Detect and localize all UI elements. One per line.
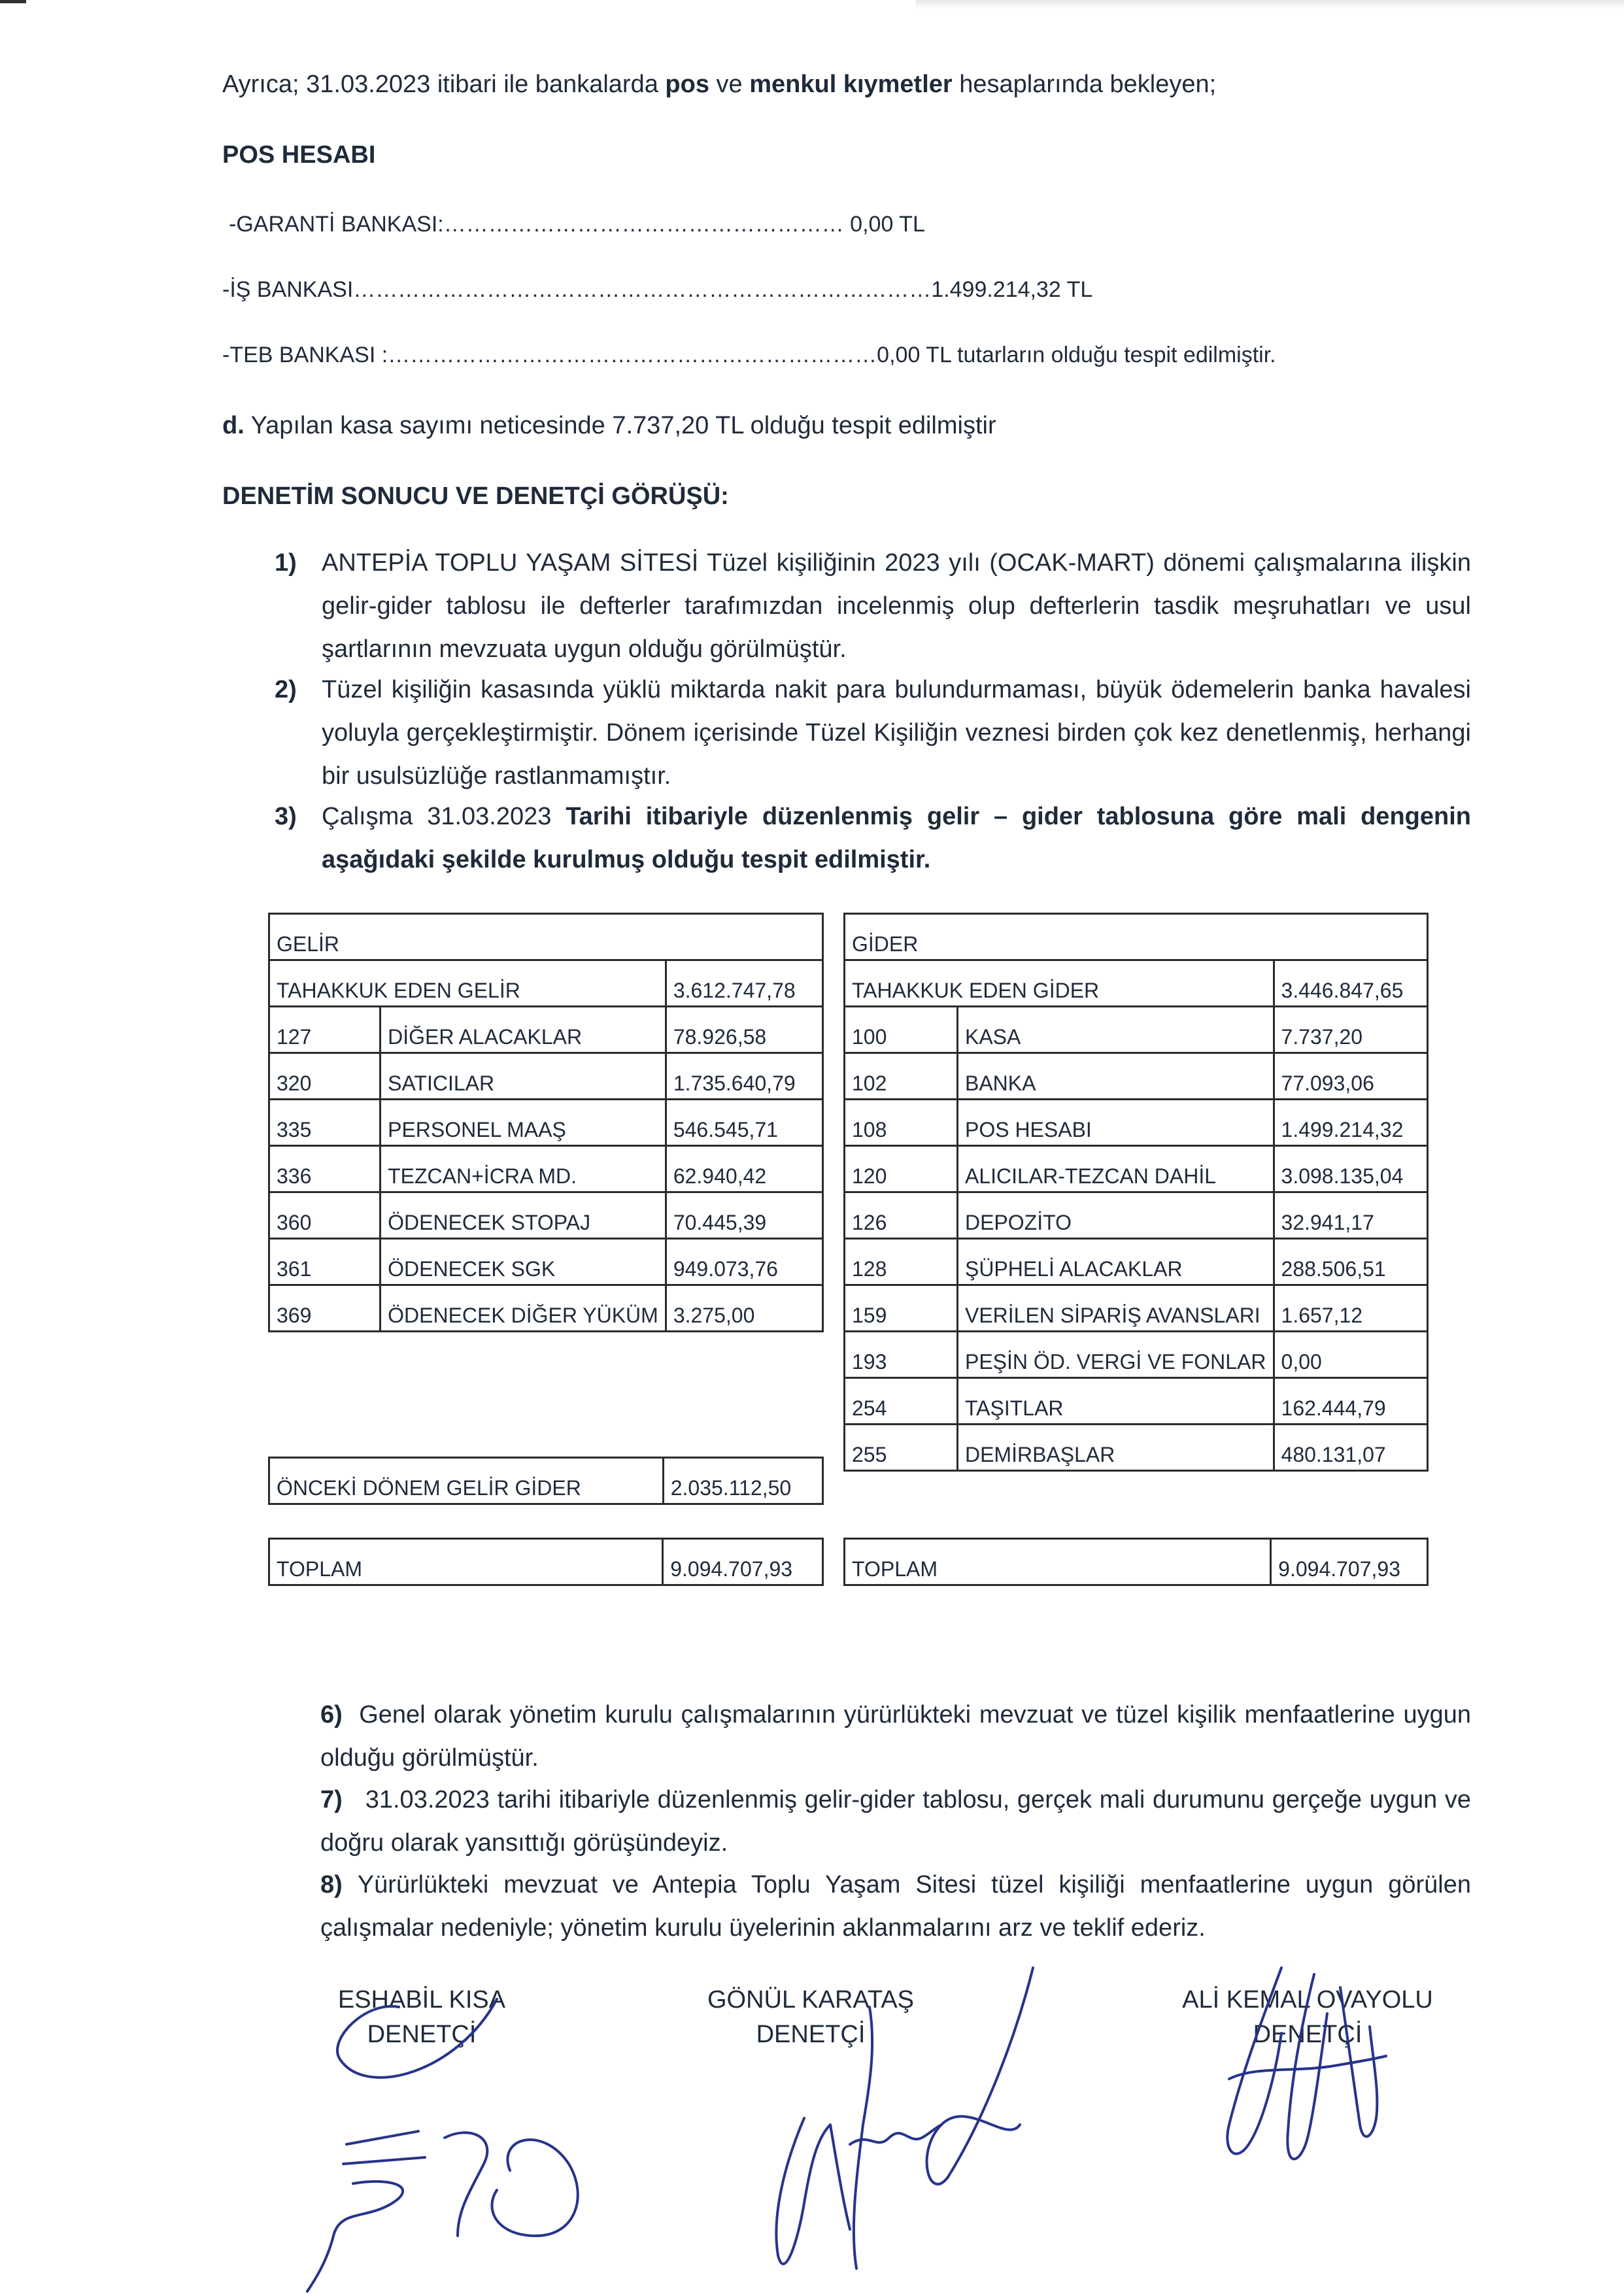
gelir-header-row [269,914,823,960]
gider-sum-table [843,1538,1429,1586]
row-name: DİĞER ALACAKLAR [381,1007,666,1053]
gelir-total-label: TAHAKKUK EDEN GELİR [269,960,666,1007]
kasa-line [222,412,996,440]
row-name: SATICILAR [381,1053,666,1100]
table-row [269,1239,823,1285]
scan-mark [0,0,26,3]
signature-2-stroke [854,2007,872,2269]
row-name: ŞÜPHELİ ALACAKLAR [957,1239,1274,1285]
signature-1-stroke [307,2131,425,2291]
table-row [845,1239,1428,1285]
item-text: ANTEPİA TOPLU YAŞAM SİTESİ Tüzel kişiliğinin 2023 yılı (OCAK-MART) dönemi çalışmalarına ilişkin gelir-gider tablosu ile defterler tarafımızdan incelenmiş olup defterlerin tasdik meşruhatları ve usul şartlarının mevzuata uygun olduğu görülmüştür. [322,549,1471,663]
gider-sum-label: TOPLAM [845,1539,1271,1585]
row-value: 7.737,20 [1274,1007,1427,1053]
row-name: VERİLEN SİPARİŞ AVANSLARI [957,1285,1274,1332]
scan-edge [915,0,1624,9]
gelir-previous-row [269,1458,823,1504]
table-row [845,1285,1428,1332]
gelir-table [268,913,824,1332]
section-heading: DENETİM SONUCU VE DENETÇİ GÖRÜŞÜ: [222,482,729,510]
signature-3-stroke [1227,1968,1281,2153]
item-2 [275,668,1471,798]
table-row [269,1053,823,1100]
table-row [845,1425,1428,1471]
gelir-sum-table [268,1538,824,1586]
gelir-sum-label: TOPLAM [269,1539,663,1585]
row-code: 193 [845,1332,958,1378]
gider-table [843,913,1429,1472]
row-name: DEPOZİTO [957,1192,1274,1239]
row-code: 108 [845,1100,958,1146]
item-number: 1) [275,549,297,577]
intro-pre: Ayrıca; 31.03.2023 itibari ile bankalarda [222,71,666,98]
intro-post: hesaplarında bekleyen; [952,71,1217,98]
item-number: 6) [320,1701,343,1729]
previous-label: ÖNCEKİ DÖNEM GELİR GİDER [269,1458,664,1504]
signer-name: ALİ KEMAL OVAYOLU [1182,1986,1433,2014]
table-row [845,1146,1428,1192]
intro-bold-menkul: menkul kıymetler [749,71,953,98]
teb-line: -TEB BANKASI :…………………………………………………………0,00 TL tutarların olduğu tespit edilmiştir. [222,343,1276,367]
signature-1-stroke [445,2133,487,2236]
row-name: TEZCAN+İCRA MD. [381,1146,666,1192]
row-name: BANKA [957,1053,1274,1100]
gelir-total-row [269,960,823,1007]
table-row [845,1192,1428,1239]
table-row [845,1100,1428,1146]
item-3-bold: Tarihi itibariyle düzenlenmiş gelir – gider tablosuna göre mali dengenin aşağıdaki şekilde kurulmuş olduğu tespit edilmiştir. [322,803,1471,873]
item-text: Genel olarak yönetim kurulu çalışmalarının yürürlükteki mevzuat ve tüzel kişilik menfaatlerine uygun olduğu görülmüştür. [320,1701,1471,1772]
item-text: Yürürlükteki mevzuat ve Antepia Toplu Yaşam Sitesi tüzel kişiliği menfaatlerine uygun görülen çalışmalar nedeniyle; yönetim kurulu üyelerinin aklanmalarını arz ve teklif ederiz. [320,1871,1471,1942]
garanti-line: -GARANTİ BANKASI:……………………………………………… 0,00 TL [229,212,925,237]
row-code: 320 [269,1053,381,1100]
row-code: 126 [845,1192,958,1239]
previous-value: 2.035.112,50 [663,1458,822,1504]
gelir-sum-row [269,1539,823,1585]
intro-mid: ve [709,71,750,98]
row-code: 254 [845,1378,958,1425]
gider-total-row [845,960,1428,1007]
row-code: 120 [845,1146,958,1192]
table-row [269,1285,823,1332]
item-number: 2) [275,676,297,703]
gider-total-label: TAHAKKUK EDEN GİDER [845,960,1274,1007]
closing-item-6 [320,1693,1471,1780]
gider-sum-value: 9.094.707,93 [1271,1539,1428,1585]
row-code: 128 [845,1239,958,1285]
row-name: TAŞITLAR [957,1378,1274,1425]
item-3-pre: Çalışma 31.03.2023 [322,803,566,830]
row-name: POS HESABI [957,1100,1274,1146]
row-name: ÖDENECEK DİĞER YÜKÜM [381,1285,666,1332]
handwritten-signatures [0,1929,1624,2294]
gelir-sum-value: 9.094.707,93 [663,1539,823,1585]
gider-sum-row [845,1539,1428,1585]
table-row [845,1053,1428,1100]
item-number: 3) [275,803,297,830]
row-value: 546.545,71 [666,1100,822,1146]
item-1 [275,541,1471,671]
table-row [845,1007,1428,1053]
row-value: 1.735.640,79 [666,1053,822,1100]
signer-role: DENETÇİ [756,2021,866,2048]
item-text [322,795,1471,881]
item-text: 31.03.2023 tarihi itibariyle düzenlenmiş gelir-gider tablosu, gerçek mali durumunu gerçeğe uygun ve doğru olarak yansıttığı görüşündeyiz. [320,1786,1471,1857]
row-value: 62.940,42 [666,1146,822,1192]
row-value: 78.926,58 [666,1007,822,1053]
pos-heading: POS HESABI [222,141,376,169]
gelir-previous-table [268,1457,824,1505]
row-code: 336 [269,1146,381,1192]
row-name: DEMİRBAŞLAR [957,1425,1274,1471]
row-value: 70.445,39 [666,1192,822,1239]
row-value: 949.073,76 [666,1239,822,1285]
row-code: 335 [269,1100,381,1146]
intro-bold-pos: pos [665,71,709,98]
row-value: 1.499.214,32 [1274,1100,1427,1146]
signature-3-stroke [1229,2056,1386,2079]
d-text: Yapılan kasa sayımı neticesinde 7.737,20 TL olduğu tespit edilmiştir [244,412,996,439]
table-row [845,1332,1428,1378]
row-name: ALICILAR-TEZCAN DAHİL [957,1146,1274,1192]
row-code: 369 [269,1285,381,1332]
row-code: 255 [845,1425,958,1471]
signer-name: GÖNÜL KARATAŞ [707,1986,915,2014]
gider-total-value: 3.446.847,65 [1274,960,1427,1007]
gider-header: GİDER [845,914,1428,960]
row-value: 3.275,00 [666,1285,822,1332]
table-row [269,1146,823,1192]
row-code: 361 [269,1239,381,1285]
signature-2-stroke [927,1968,1033,2184]
signature-1-stroke [492,2140,578,2236]
row-code: 127 [269,1007,381,1053]
row-value: 32.941,17 [1274,1192,1427,1239]
row-name: ÖDENECEK SGK [381,1239,666,1285]
signature-2-stroke [776,2118,850,2264]
row-value: 0,00 [1274,1332,1427,1378]
table-row [269,1100,823,1146]
row-value: 77.093,06 [1274,1053,1427,1100]
row-name: PERSONEL MAAŞ [381,1100,666,1146]
item-number: 8) [320,1871,343,1898]
row-name: ÖDENECEK STOPAJ [381,1192,666,1239]
d-label: d. [222,412,245,439]
signer-role: DENETÇİ [367,2021,477,2048]
row-value: 480.131,07 [1274,1425,1427,1471]
closing-item-7 [320,1778,1471,1864]
item-number: 7) [320,1786,343,1813]
signer-name: ESHABİL KISA [337,1986,506,2014]
gider-header-row [845,914,1428,960]
gelir-total-value: 3.612.747,78 [666,960,822,1007]
row-name: KASA [957,1007,1274,1053]
signer-role: DENETÇİ [1253,2021,1362,2048]
table-row [845,1378,1428,1425]
gelir-header: GELİR [269,914,823,960]
item-3 [275,795,1471,881]
row-value: 288.506,51 [1274,1239,1427,1285]
item-text: Tüzel kişiliğin kasasında yüklü miktarda nakit para bulundurmaması, büyük ödemelerin banka havalesi yoluyla gerçekleştirmiştir. Dönem içerisinde Tüzel Kişiliğin veznesi birden çok kez denetlenmiş, herhangi bir usulsüzlüğe rastlanmamıştır. [322,676,1471,790]
row-value: 162.444,79 [1274,1378,1427,1425]
row-code: 159 [845,1285,958,1332]
row-code: 102 [845,1053,958,1100]
table-row [269,1192,823,1239]
signature-1-stroke [337,1999,497,2078]
row-name: PEŞİN ÖD. VERGİ VE FONLAR [957,1332,1274,1378]
row-code: 100 [845,1007,958,1053]
row-value: 1.657,12 [1274,1285,1427,1332]
table-row [269,1007,823,1053]
row-value: 3.098.135,04 [1274,1146,1427,1192]
intro-line [222,71,1216,99]
row-code: 360 [269,1192,381,1239]
is-bankasi-line: -İŞ BANKASI……………………………………………………………………1.499.214,32 TL [222,277,1093,302]
